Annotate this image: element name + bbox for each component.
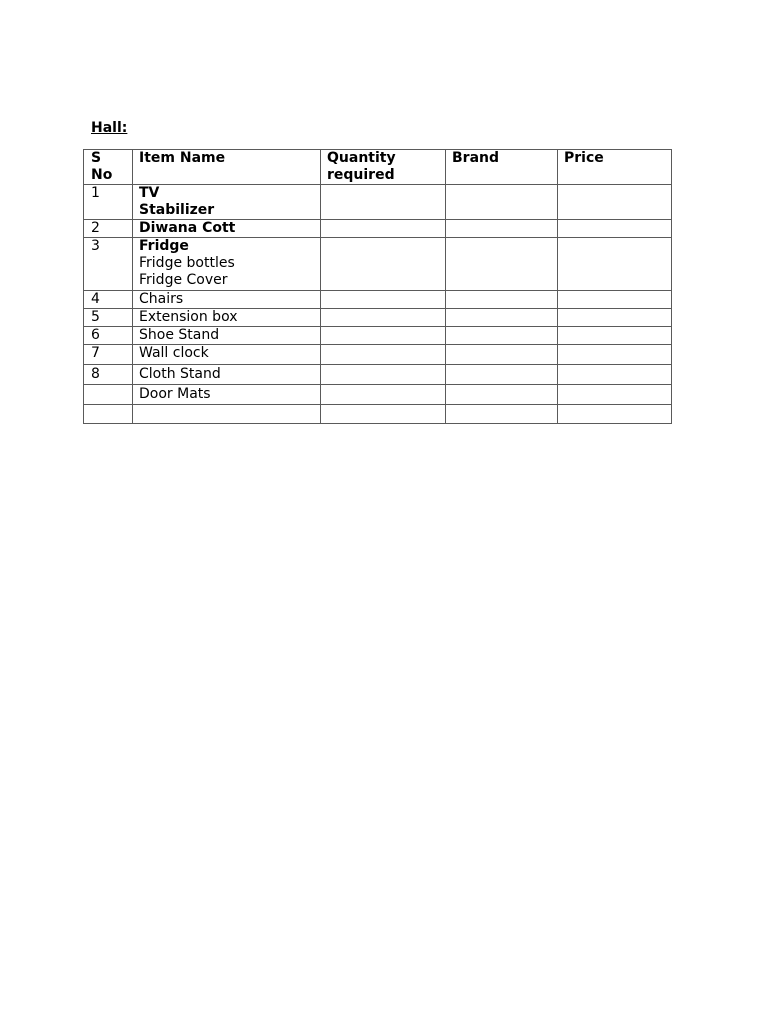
table-row	[84, 385, 672, 405]
item-name-line: Wall clock	[139, 345, 209, 361]
header-quantity-line: required	[327, 167, 395, 183]
cell-quantity	[321, 327, 446, 345]
header-price-line: Price	[564, 150, 604, 166]
cell-sno: 6	[84, 327, 133, 345]
table-row	[84, 238, 672, 291]
header-sno	[84, 150, 133, 185]
item-name-line: Fridge bottles	[139, 255, 235, 271]
cell-sno: 2	[84, 220, 133, 238]
items-table	[83, 149, 672, 424]
cell-brand	[446, 385, 558, 405]
cell-brand	[446, 185, 558, 220]
item-name-line: Stabilizer	[139, 202, 215, 218]
table-header-row	[84, 150, 672, 185]
table-row	[84, 185, 672, 220]
cell-quantity	[321, 220, 446, 238]
item-name-line: Fridge Cover	[139, 272, 228, 288]
item-name-line: Cloth Stand	[139, 366, 221, 382]
item-name-line: TV	[139, 185, 160, 201]
cell-item-name	[133, 385, 321, 405]
item-name-line: Fridge	[139, 238, 189, 254]
cell-brand	[446, 291, 558, 309]
cell-item-name	[133, 185, 321, 220]
table-row	[84, 309, 672, 327]
cell-brand	[446, 327, 558, 345]
cell-brand	[446, 238, 558, 291]
cell-price	[558, 220, 672, 238]
cell-price	[558, 238, 672, 291]
header-brand-line: Brand	[452, 150, 500, 166]
cell-sno: 1	[84, 185, 133, 220]
cell-brand	[446, 309, 558, 327]
header-item-name	[133, 150, 321, 185]
cell-price	[558, 345, 672, 365]
section-heading: Hall:	[91, 120, 128, 136]
cell-item-name	[133, 345, 321, 365]
cell-brand	[446, 405, 558, 424]
cell-price	[558, 327, 672, 345]
cell-item-name	[133, 309, 321, 327]
cell-item-name	[133, 291, 321, 309]
cell-brand	[446, 220, 558, 238]
header-sno-line: No	[91, 167, 113, 183]
item-name-line: Chairs	[139, 291, 184, 307]
cell-price	[558, 405, 672, 424]
table-row	[84, 291, 672, 309]
table-row	[84, 365, 672, 385]
cell-quantity	[321, 238, 446, 291]
header-sno-line: S	[91, 150, 102, 166]
cell-quantity	[321, 385, 446, 405]
table-row	[84, 345, 672, 365]
cell-quantity	[321, 345, 446, 365]
item-name-line: Door Mats	[139, 386, 211, 402]
cell-sno: 8	[84, 365, 133, 385]
cell-brand	[446, 365, 558, 385]
cell-sno	[84, 405, 133, 424]
item-name-line: Extension box	[139, 309, 238, 325]
cell-sno	[84, 385, 133, 405]
cell-item-name	[133, 327, 321, 345]
cell-price	[558, 365, 672, 385]
header-item-name-line: Item Name	[139, 150, 226, 166]
cell-item-name	[133, 238, 321, 291]
cell-price	[558, 385, 672, 405]
cell-quantity	[321, 309, 446, 327]
cell-brand	[446, 345, 558, 365]
cell-item-name	[133, 220, 321, 238]
table-row	[84, 220, 672, 238]
cell-sno: 4	[84, 291, 133, 309]
table-row	[84, 327, 672, 345]
header-quantity-line: Quantity	[327, 150, 396, 166]
cell-quantity	[321, 405, 446, 424]
header-brand	[446, 150, 558, 185]
item-name-line: Shoe Stand	[139, 327, 220, 343]
item-name-line: Diwana Cott	[139, 220, 236, 236]
cell-price	[558, 185, 672, 220]
cell-sno: 5	[84, 309, 133, 327]
cell-price	[558, 291, 672, 309]
cell-quantity	[321, 365, 446, 385]
table-row	[84, 405, 672, 424]
cell-sno: 7	[84, 345, 133, 365]
header-price	[558, 150, 672, 185]
cell-quantity	[321, 291, 446, 309]
table-body	[84, 185, 672, 424]
cell-item-name	[133, 405, 321, 424]
cell-price	[558, 309, 672, 327]
cell-sno: 3	[84, 238, 133, 291]
header-quantity	[321, 150, 446, 185]
cell-item-name	[133, 365, 321, 385]
cell-quantity	[321, 185, 446, 220]
